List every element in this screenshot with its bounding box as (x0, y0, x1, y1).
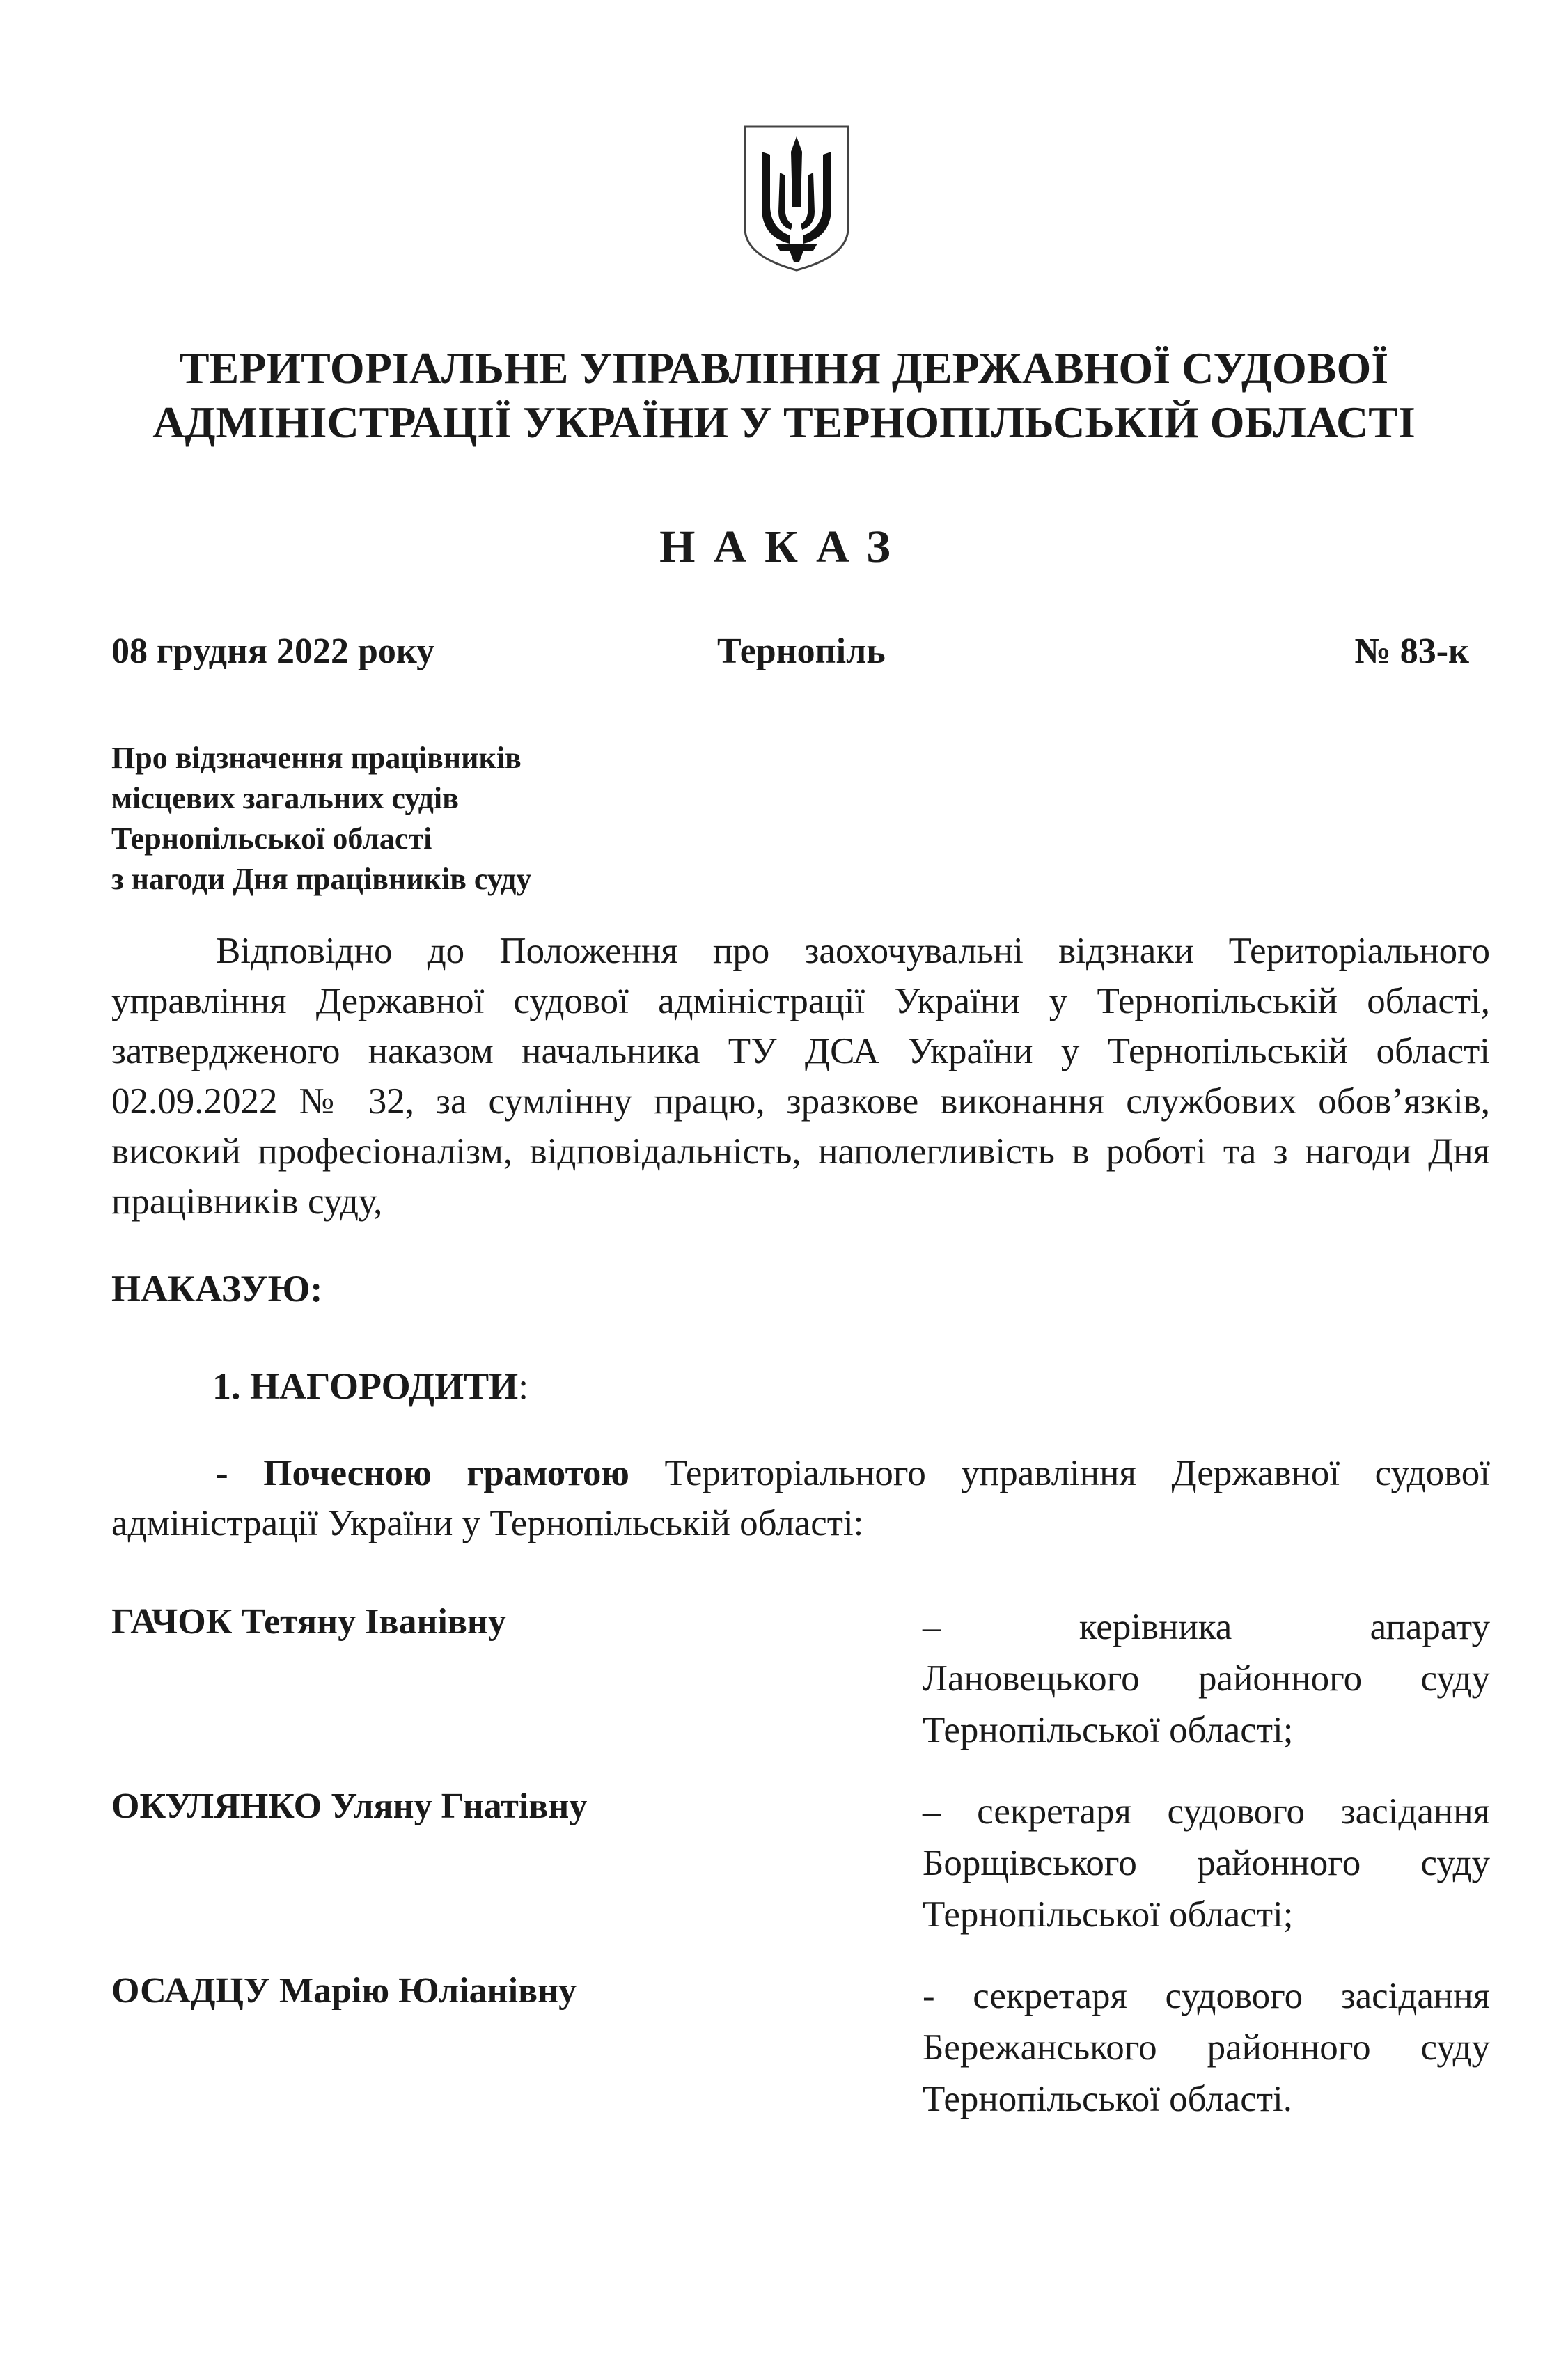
order-meta (111, 631, 1469, 686)
preamble-paragraph: Відповідно до Положення про заохочувальні відзнаки Територіального управління Державної судової адміністрації України у Тернопільській області, затвердженого наказом начальника ТУ ДСА України у Тернопільській області 02.09.2022 № 32, за сумлінну працю, зразкове виконання службових обов’язків, високий професіоналізм, відповідальність, наполегливість в роботі та з нагоди Дня працівників суду, (111, 931, 1490, 1222)
awardee-name: ГАЧОК Тетяну Іванівну (111, 1602, 506, 1642)
item-1-heading (212, 1365, 528, 1408)
awardee-position: - секретаря судового засідання Бережанського районного суду Тернопільської області. (923, 1976, 1490, 2119)
order-title: НАКАЗ (659, 521, 909, 572)
order-city: Тернопіль (717, 631, 886, 671)
header-line-2: АДМІНІСТРАЦІЇ УКРАЇНИ У ТЕРНОПІЛЬСЬКІЙ ОБЛАСТІ (152, 398, 1416, 447)
subject-line: Тернопільської області (111, 822, 432, 856)
institution-header (0, 341, 1568, 450)
subject-line: з нагоди Дня працівників суду (111, 862, 532, 896)
subject-line: місцевих загальних судів (111, 781, 459, 815)
trident-coat-of-arms-icon (741, 124, 852, 273)
awardee-position: – керівника апарату Лановецького районного суду Тернопільської області; (923, 1607, 1490, 1750)
awardee-name: ОСАДЦУ Марію Юліанівну (111, 1971, 577, 2011)
subject-line: Про відзначення працівників (111, 741, 522, 775)
awardee-entry (111, 1786, 1490, 1953)
awardee-entry (111, 1970, 1490, 2137)
header-line-1: ТЕРИТОРІАЛЬНЕ УПРАВЛІННЯ ДЕРЖАВНОЇ СУДОВОЇ (179, 343, 1389, 393)
item-1-colon: : (518, 1365, 529, 1407)
award-paragraph (111, 1448, 1490, 1548)
order-subject (111, 738, 531, 899)
awardee-entry (111, 1601, 1490, 1768)
order-date: 08 грудня 2022 року (111, 631, 435, 671)
order-number: № 83-к (1354, 631, 1469, 671)
awardee-name: ОКУЛЯНКО Уляну Гнатівну (111, 1786, 588, 1826)
awardee-position: – секретаря судового засідання Борщівського районного суду Тернопільської області; (923, 1791, 1490, 1935)
award-name: Почесною грамотою (263, 1453, 629, 1493)
award-rest: Територіального управління Державної судової адміністрації України у Тернопільській області: (111, 1453, 1491, 1543)
award-prefix: - (216, 1453, 264, 1493)
orders-word: НАКАЗУЮ: (111, 1268, 323, 1310)
item-1-label: 1. НАГОРОДИТИ (212, 1365, 519, 1407)
